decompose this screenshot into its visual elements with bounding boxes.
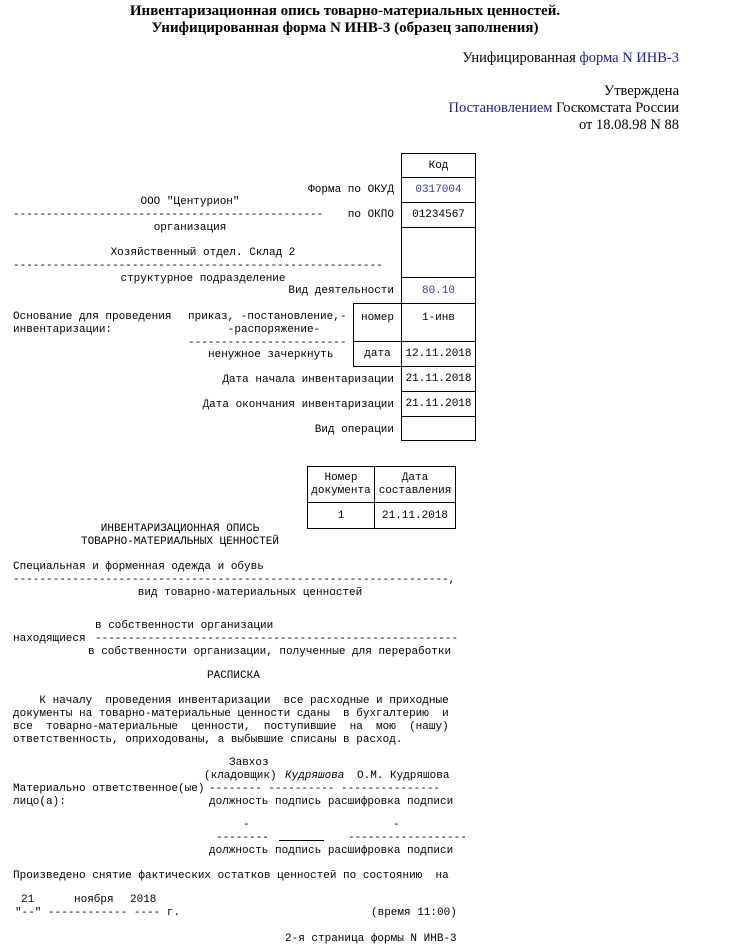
page-subtitle: Унифицированная форма N ИНВ-3 (образец заполнения)	[151, 20, 539, 36]
kind-rule: ------------------------------------------------------------------,	[13, 574, 456, 586]
doc-title-1: ИНВЕНТАРИЗАЦИОННАЯ ОПИСЬ	[100, 523, 260, 535]
doc-number-header-2: документа	[311, 484, 371, 497]
end-date-label: Дата окончания инвентаризации	[202, 399, 394, 411]
doc-date-header-1: Дата	[401, 471, 429, 484]
org-caption: организация	[153, 222, 227, 234]
signature-rule-2: -------- ------------------	[216, 832, 467, 844]
footer-day: 21	[21, 894, 35, 906]
okpo-cell	[401, 202, 476, 228]
activity-cell	[401, 277, 476, 304]
footer-month: ноября	[74, 894, 114, 906]
number-label-cell	[353, 303, 402, 342]
org-rule: -----------------------------------------------	[13, 209, 324, 221]
decree-rest: Госкомстата России	[552, 100, 679, 116]
signature-captions-1: должность подпись расшифровка подписи	[209, 796, 454, 808]
basis-options-2: -распоряжение-	[227, 324, 321, 336]
unified-form-line	[462, 50, 679, 67]
footer-year: 2018	[130, 894, 157, 906]
activity-value: 80.10	[421, 284, 455, 297]
code-header-cell	[401, 153, 476, 178]
ownership-value: в собственности организации	[95, 620, 274, 632]
receipt-line-3: все товарно-материальные ценности, поступившие на мою (нашу)	[13, 721, 449, 733]
okud-label: Форма по ОКУД	[308, 184, 394, 196]
decree-link[interactable]: Постановлением	[448, 100, 553, 116]
okud-value: 0317004	[415, 184, 462, 196]
kind-value: Специальная и форменная одежда и обувь	[13, 561, 264, 573]
blank-code-cell	[401, 227, 476, 278]
receipt-line-1: К началу проведения инвентаризации все расходные и приходные	[13, 695, 449, 707]
position-1b: (кладовщик)	[204, 770, 277, 782]
end-date-value: 21.11.2018	[405, 398, 472, 410]
basis-hint: ненужное зачеркнуть	[208, 349, 334, 361]
division-caption: структурное подразделение	[120, 273, 286, 285]
form-link[interactable]: форма N ИНВ-3	[579, 50, 679, 66]
decree-line	[449, 100, 679, 117]
start-date-value: 21.11.2018	[405, 373, 472, 385]
receipt-line-4: ответственность, оприходованы, а выбывшие списаны в расход.	[13, 734, 403, 746]
basis-options-1: приказ, -постановление,-	[188, 311, 347, 323]
end-date-cell	[401, 391, 476, 417]
page-title: Инвентаризационная опись товарно-материальных ценностей.	[129, 3, 561, 19]
footer-time: (время 11:00)	[371, 907, 457, 919]
number-label: номер	[360, 311, 394, 324]
signature-line-2	[279, 840, 324, 841]
receipt-line-2: документы на товарно-материальные ценности сданы в бухгалтерию и	[13, 708, 449, 720]
doc-date-header	[374, 466, 456, 503]
page-note: 2-я страница формы N ИНВ-3	[285, 933, 457, 945]
ownership-rule: -------------------------------------------------------	[95, 633, 459, 645]
doc-date-cell	[374, 502, 456, 529]
okud-cell	[401, 177, 476, 203]
doc-number-value: 1	[337, 509, 345, 522]
position-1: Завхоз	[229, 757, 269, 769]
division-rule: --------------------------------------------------------	[13, 260, 383, 272]
number-value: 1-инв	[421, 311, 455, 324]
kind-caption: вид товарно-материальных ценностей	[137, 587, 363, 599]
statement: Произведено снятие фактических остатков ценностей по состоянию на	[13, 870, 449, 882]
responsible-label-1: Материально ответственное(ые)	[13, 783, 205, 795]
ownership-label: находящиеся	[13, 633, 86, 645]
okpo-value: 01234567	[412, 209, 465, 221]
basis-label-2: инвентаризации:	[13, 324, 113, 336]
operation-label: Вид операции	[314, 424, 394, 436]
activity-label: Вид деятельности	[288, 285, 394, 297]
start-date-cell	[401, 366, 476, 392]
doc-number-header	[307, 466, 375, 503]
signature-rule-1: -------- ---------- ---------------	[209, 783, 441, 795]
operation-cell	[401, 416, 476, 441]
date-cell	[401, 341, 476, 367]
date-label: дата	[364, 348, 391, 360]
basis-rule: ------------------------	[188, 337, 347, 349]
signature-handwritten: Кудряшова	[285, 770, 345, 782]
signature-captions-2: должность подпись расшифровка подписи	[209, 845, 454, 857]
doc-title-2: ТОВАРНО-МАТЕРИАЛЬНЫХ ЦЕННОСТЕЙ	[80, 536, 280, 548]
receipt-title: РАСПИСКА	[207, 670, 260, 682]
doc-date-header-2: составления	[378, 484, 452, 497]
start-date-label: Дата начала инвентаризации	[222, 374, 394, 386]
dash-name: -	[393, 819, 400, 831]
dash-position: -	[243, 819, 250, 831]
number-cell	[401, 303, 476, 342]
ownership-caption: в собственности организации, полученные для переработки	[88, 646, 452, 658]
unified-prefix: Унифицированная	[462, 50, 580, 66]
footer-date-rule: "--" ------------ ---- г.	[15, 907, 181, 919]
basis-label-1: Основание для проведения	[13, 311, 172, 323]
doc-number-header-1: Номер	[324, 471, 358, 484]
decree-date: от 18.08.98 N 88	[579, 117, 679, 133]
org-name: ООО "Центурион"	[140, 196, 240, 208]
doc-date-value: 21.11.2018	[381, 509, 448, 522]
signer-name: О.М. Кудряшова	[357, 770, 450, 782]
date-value: 12.11.2018	[405, 348, 472, 360]
code-header: Код	[428, 159, 449, 172]
division-name: Хозяйственный отдел. Склад 2	[110, 247, 296, 259]
responsible-label-2: лицо(а):	[13, 796, 66, 808]
date-label-cell	[353, 341, 402, 367]
okpo-label: по ОКПО	[347, 209, 394, 221]
approved-label: Утверждена	[603, 83, 679, 99]
